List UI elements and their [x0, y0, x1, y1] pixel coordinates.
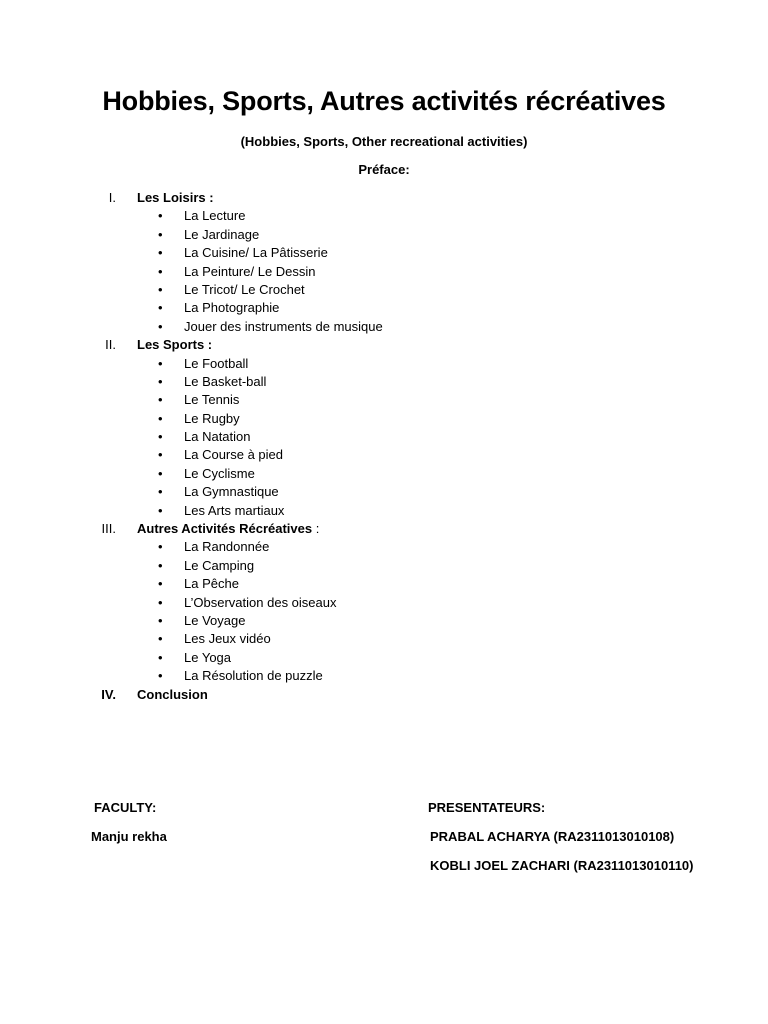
bullet-icon: • — [158, 557, 163, 573]
list-item-text: Les Jeux vidéo — [184, 631, 271, 647]
list-item-text: La Résolution de puzzle — [184, 668, 323, 684]
section-numeral: III. — [101, 521, 116, 537]
outline-list — [0, 190, 768, 705]
list-item — [0, 613, 768, 631]
section-heading — [137, 687, 208, 702]
list-item — [0, 447, 768, 465]
list-item — [0, 668, 768, 686]
list-item-text: La Gymnastique — [184, 484, 279, 500]
document-subtitle: (Hobbies, Sports, Other recreational activities) — [240, 134, 528, 149]
bullet-icon: • — [158, 631, 163, 647]
presenter-name: PRABAL ACHARYA (RA2311013010108) — [430, 829, 675, 844]
list-item-text: Le Rugby — [184, 410, 240, 426]
list-item — [0, 576, 768, 594]
bullet-icon: • — [158, 502, 163, 518]
list-item-text: La Lecture — [184, 208, 246, 224]
list-item — [0, 245, 768, 263]
list-item-text: Le Football — [184, 355, 249, 371]
section-heading — [137, 337, 212, 352]
list-item-text: Le Cyclisme — [184, 465, 255, 481]
list-item-text: L’Observation des oiseaux — [184, 594, 337, 610]
list-item — [0, 356, 768, 374]
section-heading-text: Conclusion — [137, 686, 208, 702]
list-item — [0, 429, 768, 447]
bullet-icon: • — [158, 447, 163, 463]
list-item-text: Jouer des instruments de musique — [184, 318, 383, 334]
section-heading-row — [0, 337, 768, 355]
bullet-icon: • — [158, 373, 163, 389]
bullet-icon: • — [158, 539, 163, 555]
bullet-icon: • — [158, 576, 163, 592]
list-item-text: La Peinture/ Le Dessin — [184, 263, 316, 279]
bullet-icon: • — [158, 429, 163, 445]
bullet-icon: • — [158, 300, 163, 316]
list-item — [0, 374, 768, 392]
section-heading-text: Les Loisirs : — [137, 190, 214, 205]
list-item-text: Le Voyage — [184, 612, 246, 628]
presenter-name: KOBLI JOEL ZACHARI (RA2311013010110) — [430, 858, 694, 873]
list-item-text: La Cuisine/ La Pâtisserie — [184, 245, 328, 261]
bullet-icon: • — [158, 612, 163, 628]
section-numeral: I. — [108, 190, 116, 205]
list-item-text: La Natation — [184, 429, 251, 445]
bullet-icon: • — [158, 281, 163, 297]
list-item — [0, 208, 768, 226]
list-item — [0, 282, 768, 300]
section-heading — [137, 190, 214, 205]
list-item — [0, 650, 768, 668]
list-item-text: Le Camping — [184, 557, 255, 573]
bullet-icon: • — [158, 208, 163, 224]
section-numeral: II. — [105, 337, 116, 353]
bullet-icon: • — [158, 355, 163, 371]
bullet-icon: • — [158, 649, 163, 665]
bullet-icon: • — [158, 392, 163, 408]
list-item-text: La Course à pied — [184, 447, 284, 463]
list-item-text: Le Basket-ball — [184, 373, 267, 389]
list-item-text: Le Tricot/ Le Crochet — [184, 281, 305, 297]
list-item — [0, 466, 768, 484]
section-heading-text: Autres Activités Récréatives — [137, 521, 313, 537]
list-item — [0, 227, 768, 245]
list-item — [0, 539, 768, 557]
list-item — [0, 300, 768, 318]
list-item — [0, 411, 768, 429]
bullet-icon: • — [158, 318, 163, 334]
list-item — [0, 484, 768, 502]
section-numeral: IV. — [101, 686, 116, 702]
list-item-text: Le Tennis — [184, 392, 240, 408]
bullet-icon: • — [158, 410, 163, 426]
bullet-icon: • — [158, 245, 163, 261]
bullet-icon: • — [158, 484, 163, 500]
list-item — [0, 595, 768, 613]
list-item-text: Le Yoga — [184, 649, 232, 665]
section-heading — [137, 521, 319, 536]
section-heading-row — [0, 687, 768, 705]
bullet-icon: • — [158, 226, 163, 242]
document-title: Hobbies, Sports, Autres activités récréatives — [102, 86, 666, 116]
preface-heading: Préface: — [358, 162, 410, 177]
bullet-icon: • — [158, 263, 163, 279]
bullet-icon: • — [158, 465, 163, 481]
list-item-text: Le Jardinage — [184, 226, 260, 242]
list-item-text: Les Arts martiaux — [184, 502, 285, 518]
list-item — [0, 558, 768, 576]
bullet-icon: • — [158, 594, 163, 610]
presenters-label: PRESENTATEURS: — [428, 800, 546, 815]
section-heading-suffix: : — [312, 521, 320, 537]
list-item — [0, 264, 768, 282]
bullet-icon: • — [158, 668, 163, 684]
section-heading-text: Les Sports : — [137, 337, 213, 353]
section-heading-row — [0, 190, 768, 208]
section-heading-row — [0, 521, 768, 539]
list-item — [0, 503, 768, 521]
faculty-name: Manju rekha — [91, 829, 167, 844]
list-item — [0, 319, 768, 337]
list-item-text: La Photographie — [184, 300, 280, 316]
list-item-text: La Pêche — [184, 576, 239, 592]
faculty-label: FACULTY: — [94, 800, 157, 815]
list-item-text: La Randonnée — [184, 539, 270, 555]
list-item — [0, 392, 768, 410]
list-item — [0, 631, 768, 649]
